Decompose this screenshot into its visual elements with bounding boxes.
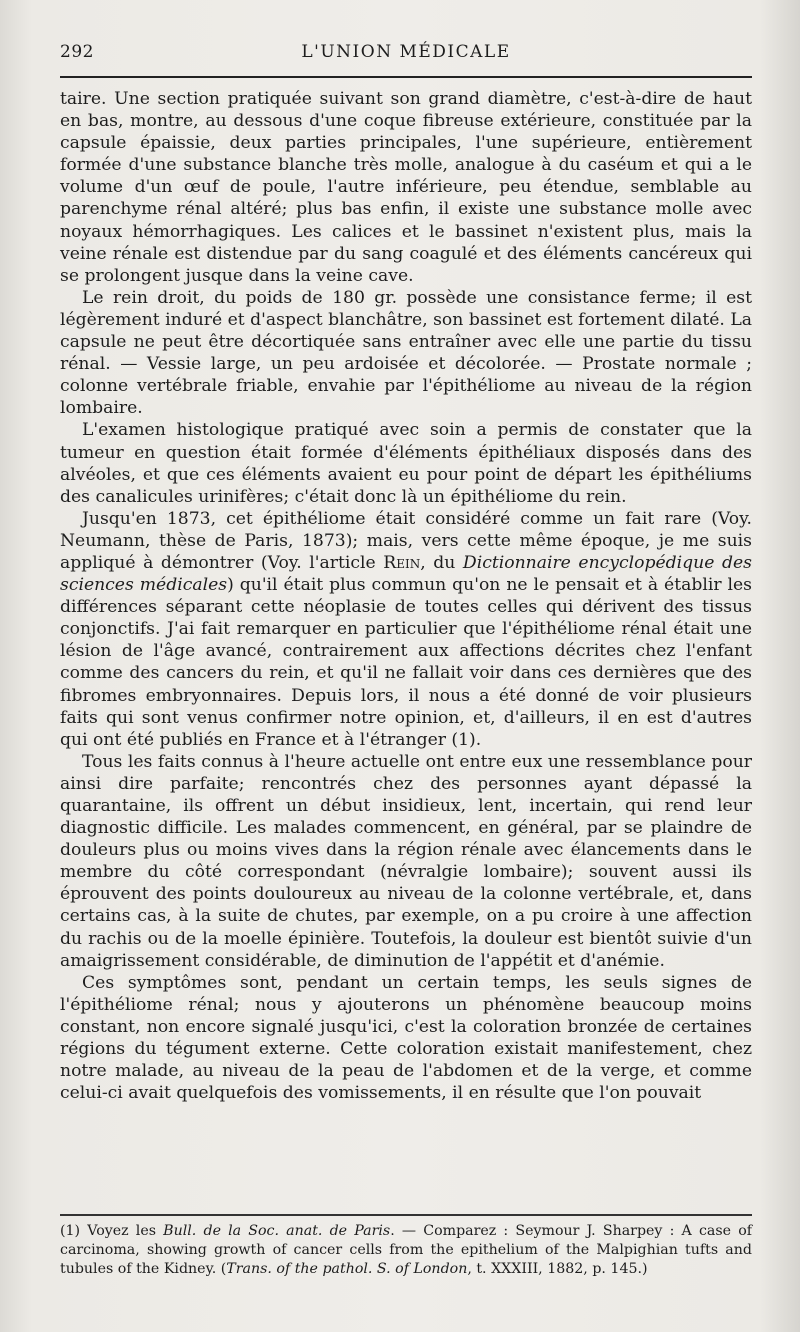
- paragraph-4: [60, 508, 752, 751]
- footnote-bulletin-title: Bull. de la Soc. anat. de Paris: [163, 1223, 391, 1239]
- paragraph-4-text-b: , du: [420, 552, 463, 573]
- footnote-transactions-title: Trans. of the pathol. S. of London: [226, 1261, 468, 1277]
- paragraph-4-text-a: Jusqu'en 1873, cet épithéliome était considéré comme un fait rare (Voy. Neumann, thèse de Paris, 1873); mais, vers cette même époque, je me suis appliqué à démontrer (Voy. l'article: [60, 508, 752, 573]
- paragraph-2: Le rein droit, du poids de 180 gr. possède une consistance ferme; il est légèrement induré et d'aspect blanchâtre, son bassinet est fortement dilaté. La capsule ne peut être décortiquée sans entraîner avec elle une partie du tissu rénal. — Vessie large, un peu ardoisée et décolorée. — Prostate normale ; colonne vertébrale friable, envahie par l'épithéliome au niveau de la région lombaire.: [60, 287, 752, 419]
- page-header: [60, 42, 752, 72]
- article-rein-ref: Rein: [383, 552, 421, 573]
- paragraph-3: L'examen histologique pratiqué avec soin a permis de constater que la tumeur en question était formée d'éléments épithéliaux disposés dans des alvéoles, et que ces éléments avaient eu pour point de départ les épithéliums des canalicules urinifères; c'était donc là un épithéliome du rein.: [60, 420, 752, 507]
- footnote: [60, 1222, 752, 1279]
- paragraph-5: Tous les faits connus à l'heure actuelle ont entre eux une ressemblance pour ainsi dire parfaite; rencontrés chez des personnes ayant dépassé la quarantaine, ils offrent un début insidieux, lent, incertain, qui rend leur diagnostic difficile. Les malades commencent, en général, par se plaindre de douleurs plus ou moins vives dans la région rénale avec élancements dans le membre du côté correspondant (névralgie lombaire); souvent aussi ils éprouvent des points douloureux au niveau de la colonne vertébrale, et, dans certains cas, à la suite de chutes, par exemple, on a pu croire à une affection du rachis ou de la moelle épinière. Toutefois, la douleur est bientôt suivie d'un amaigrissement considérable, de diminution de l'appétit et d'anémie.: [60, 751, 752, 971]
- body-text: [60, 88, 752, 1104]
- page-number: 292: [60, 42, 94, 62]
- paragraph-4-text-c: ) qu'il était plus commun qu'on ne le pensait et à établir les différences séparant cette néoplasie de toutes celles qui dérivent des tissus conjonctifs. J'ai fait remarquer en particulier que l'épithéliome rénal était une lésion de l'âge avancé, contrairement aux affections décrites chez l'enfant comme des cancers du rein, et qu'il ne fallait voir dans ces dernières que des fibromes embryonnaires. Depuis lors, il nous a été donné de voir plusieurs faits qui sont venus confirmer notre opinion, et, d'ailleurs, il en est d'autres qui ont été publiés en France et à l'étranger (1).: [60, 575, 752, 750]
- header-rule: [60, 76, 752, 78]
- paragraph-1: taire. Une section pratiquée suivant son grand diamètre, c'est-à-dire de haut en bas, montre, au dessous d'une coque fibreuse extérieure, constituée par la capsule épaissie, deux parties principales, l'une supérieure, entièrement formée d'une substance blanche très molle, analogue à du caséum et qui a le volume d'un œuf de poule, l'autre inférieure, peu étendue, semblable au parenchyme rénal altéré; plus bas enfin, il existe une substance molle avec noyaux hémorrhagiques. Les calices et le bassinet n'existent plus, mais la veine rénale est distendue par du sang coagulé et des éléments cancéreux qui se prolongent jusque dans la veine cave.: [60, 89, 752, 286]
- footnote-text-a: (1) Voyez les: [60, 1223, 164, 1239]
- footnote-text-b: . — Comparez : Seymour J. Sharpey : A case of carcinoma, showing growth of cancer cells from the epithelium of the Malpighian tufts and tubules of the Kidney. (: [60, 1223, 752, 1277]
- footnote-rule: [60, 1214, 752, 1216]
- footnote-text-c: , t. XXXIII, 1882, p. 145.): [467, 1261, 648, 1277]
- dictionary-title: Dictionnaire encyclopédique des sciences médicales: [60, 552, 752, 596]
- paragraph-6: Ces symptômes sont, pendant un certain temps, les seuls signes de l'épithéliome rénal; nous y ajouterons un phénomène beaucoup moins constant, non encore signalé jusqu'ici, c'est la coloration bronzée de certaines régions du tégument externe. Cette coloration existait manifestement, chez notre malade, au niveau de la peau de l'abdomen et de la verge, et comme celui-ci avait quelquefois des vomissements, il en résulte que l'on pouvait: [60, 972, 752, 1104]
- running-title: L'UNION MÉDICALE: [301, 42, 511, 62]
